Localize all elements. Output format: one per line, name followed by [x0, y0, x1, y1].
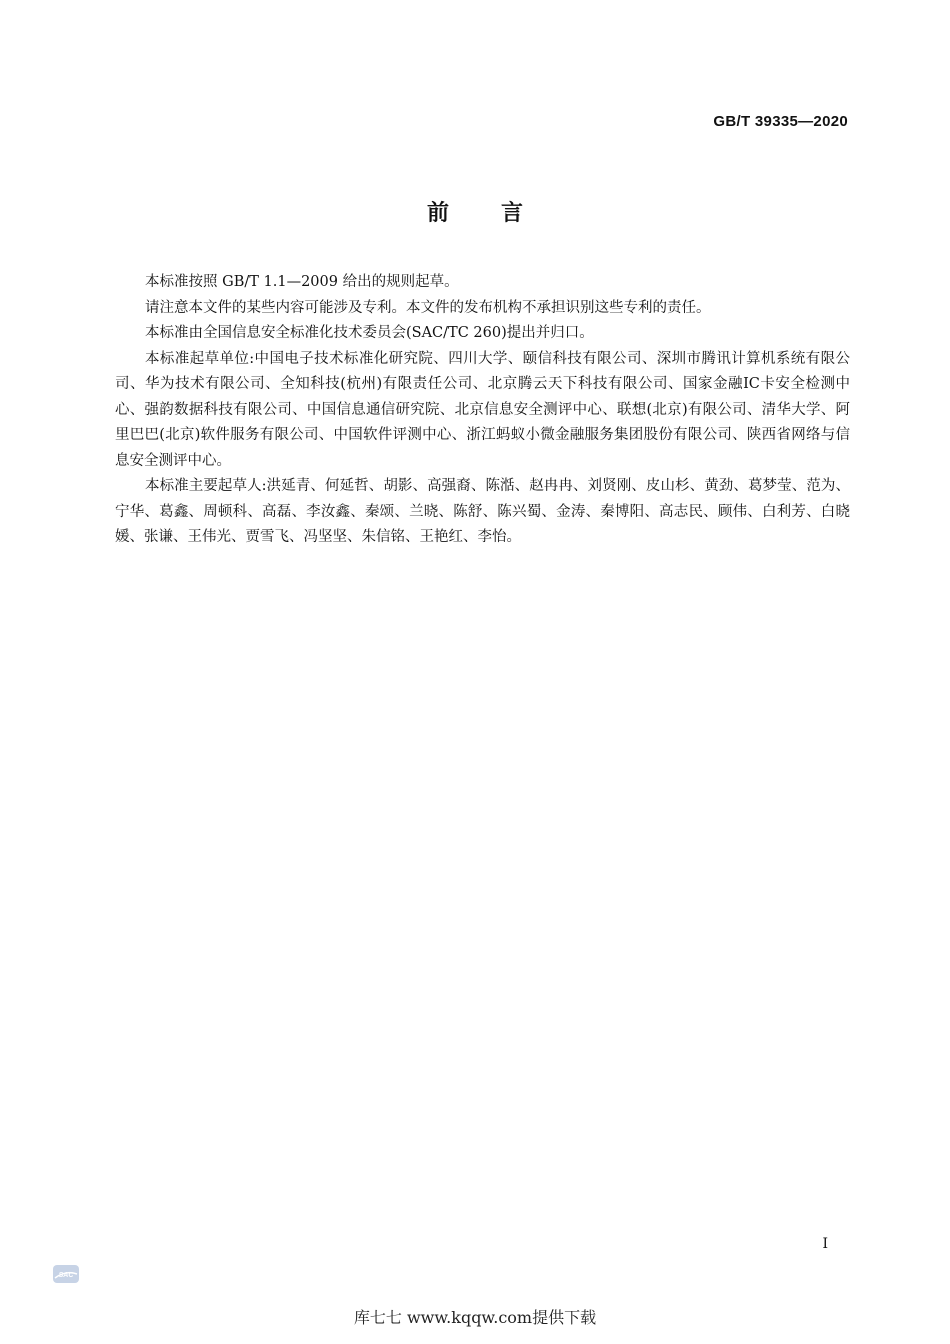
- page-number: I: [822, 1236, 828, 1252]
- paragraph-drafters: 本标准主要起草人:洪延青、何延哲、胡影、高强裔、陈湉、赵冉冉、刘贤刚、皮山杉、黄劲、葛梦莹、范为、宁华、葛鑫、周顿科、高磊、李汝鑫、秦颂、兰晓、陈舒、陈兴蜀、金涛、秦博阳、高志民、顾伟、白利芳、白晓媛、张谦、王伟光、贾雪飞、冯坚坚、朱信铭、王艳红、李怡。: [115, 478, 850, 545]
- paragraph-proposer: 本标准由全国信息安全标准化技术委员会(SAC/TC 260)提出并归口。: [145, 325, 594, 341]
- paragraph-drafting-units: 本标准起草单位:中国电子技术标准化研究院、四川大学、颐信科技有限公司、深圳市腾讯计算机系统有限公司、华为技术有限公司、全知科技(杭州)有限责任公司、北京腾云天下科技有限公司、国家金融IC卡安全检测中心、强韵数据科技有限公司、中国信息通信研究院、北京信息安全测评中心、联想(北京)有限公司、清华大学、阿里巴巴(北京)软件服务有限公司、中国软件评测中心、浙江蚂蚁小微金融服务集团股份有限公司、陕西省网络与信息安全测评中心。: [115, 350, 850, 469]
- svg-text:SAC: SAC: [58, 1272, 74, 1279]
- preface-body: [115, 270, 850, 551]
- standard-code: GB/T 39335—2020: [713, 113, 848, 130]
- download-footer: 库七七 www.kqqw.com提供下载: [353, 1308, 597, 1327]
- paragraph-drafting-rules: 本标准按照 GB/T 1.1—2009 给出的规则起草。: [145, 274, 459, 290]
- page-title: 前言: [426, 201, 575, 226]
- sac-logo-icon: [52, 1264, 80, 1284]
- paragraph-patent-notice: 请注意本文件的某些内容可能涉及专利。本文件的发布机构不承担识别这些专利的责任。: [145, 299, 711, 316]
